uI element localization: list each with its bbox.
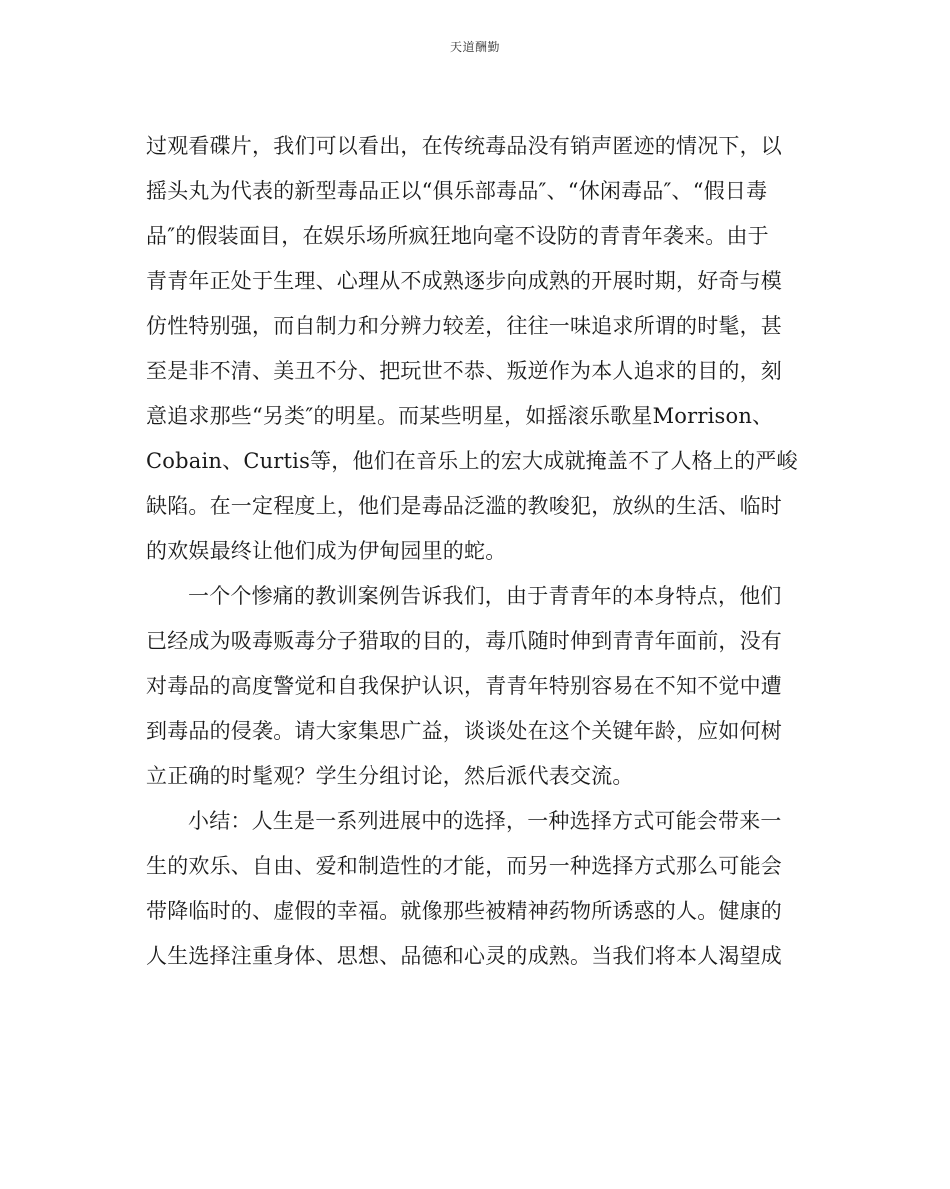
text-line: 一个个惨痛的教训案例告诉我们，由于青青年的本身特点，他们 xyxy=(188,584,782,608)
text-line: 生的欢乐、自由、爱和制造性的才能，而另一种选择方式那么可能会 xyxy=(146,854,782,878)
body-text xyxy=(146,124,806,979)
text-line: 缺陷。在一定程度上，他们是毒品泛滥的教唆犯，放纵的生活、临时 xyxy=(146,494,782,518)
text-line: 意追求那些“另类″的明星。而某些明星，如摇滚乐歌星Morrison、 xyxy=(146,404,774,428)
text-line: 小结：人生是一系列进展中的选择，一种选择方式可能会带来一 xyxy=(188,809,782,833)
text-line: 青青年正处于生理、心理从不成熟逐步向成熟的开展时期，好奇与模 xyxy=(146,269,782,293)
text-line: 对毒品的高度警觉和自我保护认识，青青年特别容易在不知不觉中遭 xyxy=(146,674,782,698)
text-line: 的欢娱最终让他们成为伊甸园里的蛇。 xyxy=(146,539,507,563)
text-line: 摇头丸为代表的新型毒品正以“俱乐部毒品″、“休闲毒品″、“假日毒 xyxy=(146,179,768,203)
text-line: 已经成为吸毒贩毒分子猎取的目的，毒爪随时伸到青青年面前，没有 xyxy=(146,629,782,653)
text-line: 过观看碟片，我们可以看出，在传统毒品没有销声匿迹的情况下，以 xyxy=(146,134,782,158)
text-line: 到毒品的侵袭。请大家集思广益，谈谈处在这个关键年龄，应如何树 xyxy=(146,719,782,743)
text-line: 仿性特别强，而自制力和分辨力较差，往往一味追求所谓的时髦，甚 xyxy=(146,314,782,338)
text-line: 至是非不清、美丑不分、把玩世不恭、叛逆作为本人追求的目的，刻 xyxy=(146,359,782,383)
text-line: 立正确的时髦观？学生分组讨论，然后派代表交流。 xyxy=(146,764,634,788)
text-line: 人生选择注重身体、思想、品德和心灵的成熟。当我们将本人渴望成 xyxy=(146,944,782,968)
text-line: 带降临时的、虚假的幸福。就像那些被精神药物所诱惑的人。健康的 xyxy=(146,899,782,923)
page-header: 天道酬勤 xyxy=(449,40,500,54)
text-line: 品″的假装面目，在娱乐场所疯狂地向毫不设防的青青年袭来。由于 xyxy=(146,224,769,248)
text-line: Cobain、Curtis等，他们在音乐上的宏大成就掩盖不了人格上的严峻 xyxy=(146,449,798,473)
